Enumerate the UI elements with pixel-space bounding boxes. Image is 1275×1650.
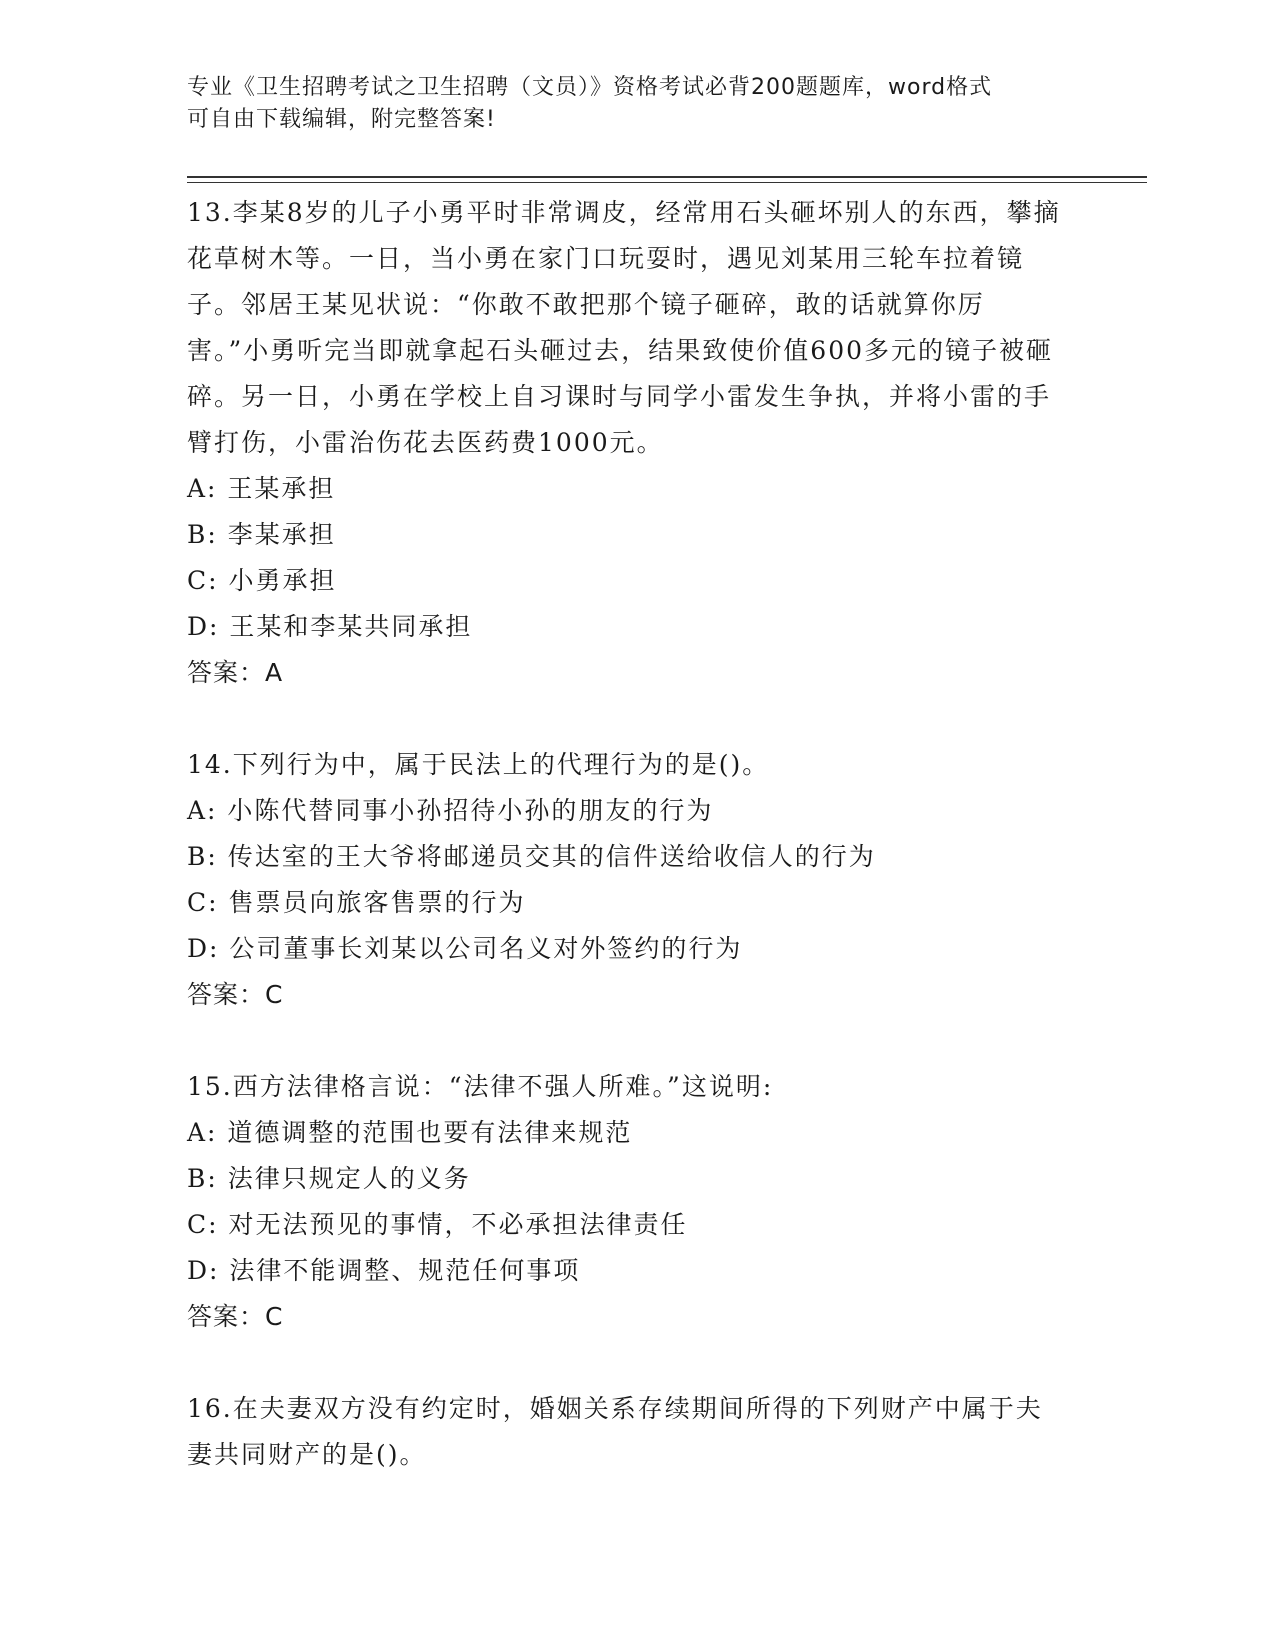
header-divider-thick [187, 176, 1147, 178]
option-b: B: 法律只规定人的义务 [187, 1164, 471, 1193]
header-line-2: 可自由下载编辑，附完整答案! [187, 107, 496, 132]
option-a: A: 王某承担 [187, 474, 336, 503]
option-b: B: 传达室的王大爷将邮递员交其的信件送给收信人的行为 [187, 842, 876, 871]
document-header [187, 72, 1067, 136]
question-block [187, 1064, 1067, 1340]
question-stem: 13.李某8岁的儿子小勇平时非常调皮，经常用石头砸坏别人的东西，攀摘花草树木等。一日，当小勇在家门口玩耍时，遇见刘某用三轮车拉着镜子。邻居王某见状说：“你敢不敢把那个镜子砸碎，敢的话就算你厉害。”小勇听完当即就拿起石头砸过去，结果致使价值600多元的镜子被砸碎。另一日，小勇在学校上自习课时与同学小雷发生争执，并将小雷的手臂打伤，小雷治伤花去医药费1000元。 [187, 198, 1061, 457]
option-d: D: 公司董事长刘某以公司名义对外签约的行为 [187, 934, 743, 963]
option-c: C: 对无法预见的事情，不必承担法律责任 [187, 1210, 688, 1239]
option-a: A: 道德调整的范围也要有法律来规范 [187, 1118, 633, 1147]
question-block [187, 190, 1067, 696]
question-list [187, 190, 1067, 1478]
header-divider-thin [187, 182, 1147, 183]
answer-label: 答案：C [187, 1302, 284, 1331]
option-c: C: 售票员向旅客售票的行为 [187, 888, 526, 917]
answer-label: 答案：A [187, 658, 284, 687]
question-stem: 16.在夫妻双方没有约定时，婚姻关系存续期间所得的下列财产中属于夫妻共同财产的是()。 [187, 1394, 1043, 1469]
header-line-1: 专业《卫生招聘考试之卫生招聘（文员）》资格考试必背200题题库，word格式 [187, 75, 993, 100]
option-b: B: 李某承担 [187, 520, 336, 549]
question-stem: 14.下列行为中，属于民法上的代理行为的是()。 [187, 750, 770, 779]
answer-label: 答案：C [187, 980, 284, 1009]
option-c: C: 小勇承担 [187, 566, 337, 595]
option-d: D: 法律不能调整、规范任何事项 [187, 1256, 581, 1285]
option-a: A: 小陈代替同事小孙招待小孙的朋友的行为 [187, 796, 714, 825]
option-d: D: 王某和李某共同承担 [187, 612, 473, 641]
question-stem: 15.西方法律格言说：“法律不强人所难。”这说明: [187, 1072, 774, 1101]
question-block [187, 1386, 1067, 1478]
question-block [187, 742, 1067, 1018]
